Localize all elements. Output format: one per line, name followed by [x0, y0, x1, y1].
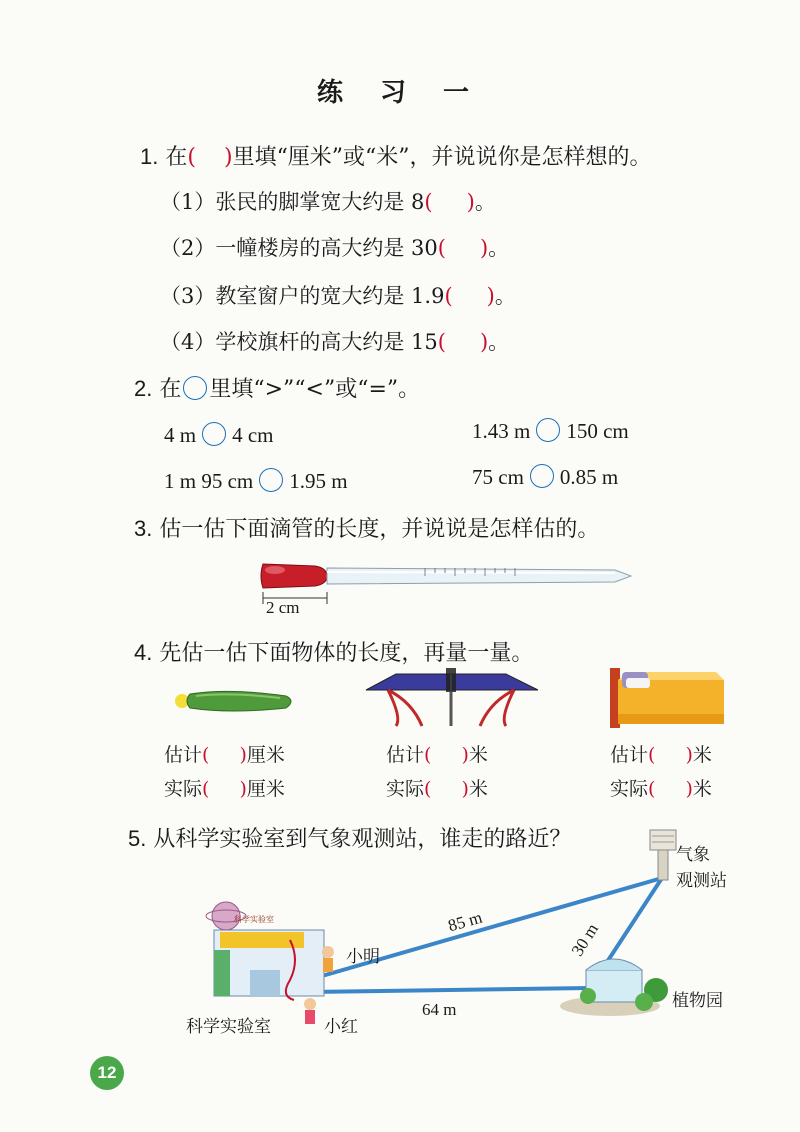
route-hong-to-garden [308, 988, 590, 992]
item-label: （1）张民的脚掌宽大约是 8 [160, 190, 425, 214]
lab-label: 科学实验室 [186, 1017, 271, 1037]
answer-paren-open: ( [444, 284, 453, 308]
station-label-line2: 观测站 [676, 871, 727, 891]
q2-text-pre: 在 [159, 377, 182, 402]
answer-paren-open: ( [437, 236, 446, 260]
distance-30: 30 m [567, 920, 603, 960]
compare-left: 1.43 m [472, 419, 531, 443]
q4-group-2-actual [386, 774, 488, 801]
compare-left: 1 m 95 cm [164, 469, 254, 493]
unit-label: 米 [468, 744, 488, 766]
q4-group-3-estimate [610, 740, 712, 767]
dropper-measure-label: 2 cm [266, 598, 300, 617]
compare-row-1-left [164, 422, 274, 448]
q1-text-post: 里填“厘米”或“米”，并说说你是怎样想的。 [232, 145, 652, 170]
bed-icon [608, 662, 726, 728]
q4-text: 先估一估下面物体的长度，再量一量。 [159, 641, 534, 666]
answer-paren-open: ( [437, 330, 446, 354]
distance-64: 64 m [422, 1000, 457, 1019]
compare-row-1-right [472, 418, 629, 444]
item-end: 。 [494, 284, 516, 308]
q1-item-1 [160, 186, 496, 216]
estimate-label: 估计 [610, 744, 649, 766]
item-end: 。 [488, 330, 510, 354]
compare-left: 4 m [164, 423, 197, 447]
answer-paren-close: ) [239, 778, 247, 800]
item-label: （4）学校旗杆的高大约是 15 [160, 330, 438, 354]
estimate-label: 估计 [164, 744, 203, 766]
question-number: 4. [134, 640, 153, 665]
garden-label: 植物园 [672, 991, 723, 1011]
answer-paren-close: ) [461, 778, 469, 800]
estimate-label: 估计 [386, 744, 425, 766]
hong-label: 小红 [324, 1017, 358, 1037]
answer-paren-open: ( [202, 778, 210, 800]
unit-label: 米 [468, 778, 488, 800]
compare-left: 75 cm [472, 465, 524, 489]
blank-paren-close: ) [223, 145, 233, 170]
answer-paren-close: ) [685, 778, 693, 800]
question-1 [140, 140, 652, 171]
answer-paren-close: ) [685, 744, 693, 766]
unit-label: 米 [692, 778, 712, 800]
compare-row-2-left [164, 468, 348, 494]
question-3 [134, 512, 599, 543]
compare-circle[interactable] [530, 464, 554, 488]
q4-group-1-actual [164, 774, 285, 801]
weather-station-icon [650, 830, 676, 880]
q5-text: 从科学实验室到气象观测站，谁走的路近？ [153, 827, 572, 852]
unit-label: 厘米 [246, 744, 285, 766]
item-label: （2）一幢楼房的高大约是 30 [160, 236, 438, 260]
q2-text-post: 里填“>”“<”或“=”。 [209, 377, 421, 402]
compare-right: 1.95 m [289, 469, 348, 493]
compare-row-2-right [472, 464, 618, 490]
compare-right: 0.85 m [559, 465, 619, 489]
distance-85: 85 m [445, 907, 485, 936]
answer-paren-open: ( [424, 190, 433, 214]
question-number: 5. [128, 826, 147, 851]
actual-label: 实际 [386, 778, 425, 800]
page-number-badge: 12 [90, 1056, 124, 1090]
answer-paren-close: ) [461, 744, 469, 766]
question-number: 3. [134, 516, 153, 541]
question-number: 1. [140, 144, 159, 169]
answer-paren-close: ) [466, 190, 475, 214]
blank-paren-open: ( [187, 145, 196, 170]
q1-item-3 [160, 280, 516, 310]
answer-paren-open: ( [648, 744, 656, 766]
answer-paren-close: ) [479, 330, 489, 354]
station-label-line1: 气象 [676, 845, 710, 865]
compare-right: 150 cm [566, 419, 629, 443]
item-end: 。 [474, 190, 496, 214]
actual-label: 实际 [164, 778, 203, 800]
answer-paren-close: ) [239, 744, 247, 766]
compare-circle[interactable] [536, 418, 560, 442]
q4-group-3-actual [610, 774, 712, 801]
kid-ming-icon [322, 946, 334, 972]
answer-paren-close: ) [479, 236, 489, 260]
compare-circle[interactable] [259, 468, 283, 492]
q4-group-1-estimate [164, 740, 285, 767]
ping-pong-table-icon [362, 668, 540, 728]
compare-circle[interactable] [202, 422, 226, 446]
q1-item-2 [160, 232, 509, 262]
question-2 [134, 372, 420, 403]
answer-paren-open: ( [424, 778, 432, 800]
question-4 [134, 636, 533, 667]
unit-label: 米 [692, 744, 712, 766]
dropper-icon [255, 548, 640, 620]
route-diagram [190, 820, 750, 1050]
item-label: （3）教室窗户的宽大约是 1.9 [160, 284, 445, 308]
q4-group-2-estimate [386, 740, 488, 767]
question-number: 2. [134, 376, 153, 401]
exercise-title: 练 习 一 [316, 78, 484, 108]
answer-paren-close: ) [486, 284, 495, 308]
cucumber-icon [170, 684, 300, 718]
answer-paren-open: ( [648, 778, 656, 800]
answer-paren-open: ( [424, 744, 432, 766]
kid-hong-icon [304, 998, 316, 1024]
answer-paren-open: ( [202, 744, 210, 766]
actual-label: 实际 [610, 778, 649, 800]
unit-label: 厘米 [246, 778, 285, 800]
circle-icon [183, 376, 207, 400]
q1-item-4 [160, 326, 509, 356]
q3-text: 估一估下面滴管的长度，并说说是怎样估的。 [159, 517, 600, 542]
lab-sign: 科学实验室 [234, 915, 274, 924]
ming-label: 小明 [346, 947, 380, 967]
compare-right: 4 cm [232, 423, 274, 447]
item-end: 。 [488, 236, 510, 260]
q1-text-pre: 在 [165, 145, 188, 170]
